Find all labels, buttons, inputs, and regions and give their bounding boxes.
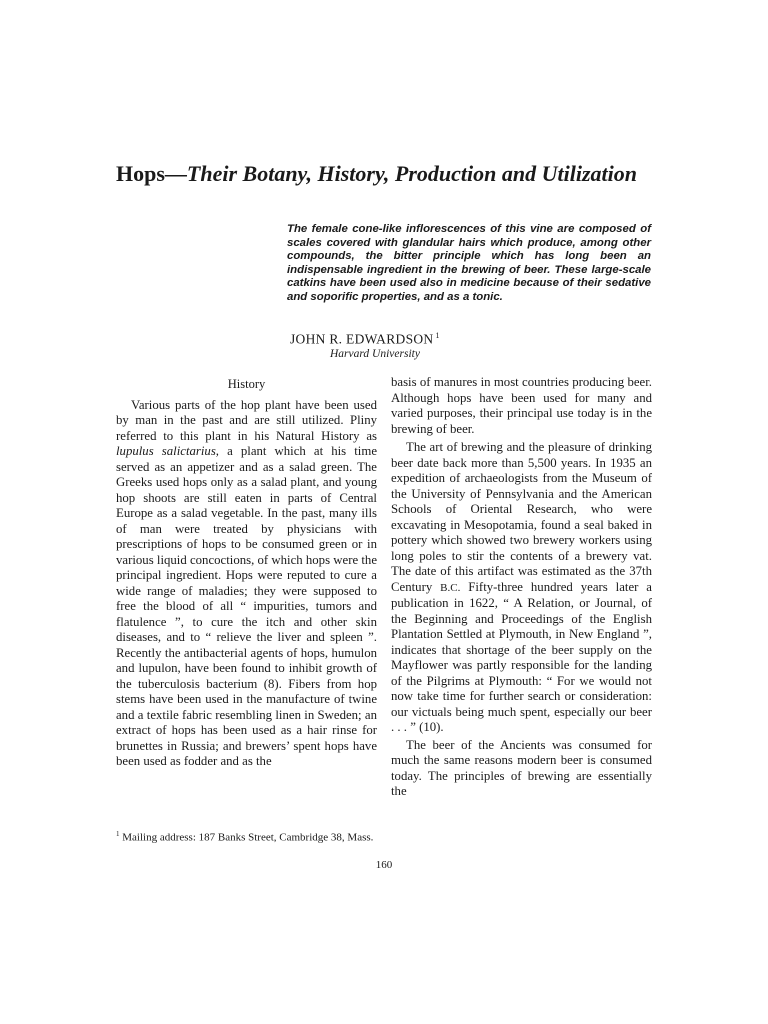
footnote-mark: 1 [116, 830, 120, 838]
era-abbrev: B.C. [440, 581, 461, 594]
paragraph-text: a plant which at his time served as an appetizer and as a salad green. The Greeks used hops only as a salad plant, and young hop shoots are still eaten in parts of Central Europe as a salad vegetable. In the past, many ills of man were treated by physicians with prescriptions of hops to be consumed green or in various liquid concoctions, of which hops were the principal ingredient. Hops were reputed to cure a wide range of maladies; they were supposed to free the blood of all “ impurities, tumors and flatulence ”, to cure the itch and other skin diseases, and to “ relieve the liver and spleen ”. Recently the antibacterial agents of hops, humulon and lupulon, have been found to inhibit growth of the tuberculosis bacterium (8). Fibers from hop stems have been used in the manufacture of twine and a textile fabric resembling linen in Sweden; an extract of hops has been used as a hair rinse for brunettes in Russia; and brewers’ spent hops have been used as fodder and as the [116, 444, 377, 768]
paragraph: The beer of the Ancients was consumed for much the same reasons modern beer is consumed today. The principles of brewing are essentially the [391, 737, 652, 798]
latin-name: lupulus salictarius, [116, 444, 220, 458]
title-rest: Their Botany, History, Production and Utilization [186, 161, 637, 186]
right-column [391, 375, 652, 800]
article-title [116, 160, 656, 188]
author-affiliation: Harvard University [330, 348, 420, 360]
paragraph-text: Various parts of the hop plant have been used by man in the past and are still utilized. Pliny referred to this plant in his Natural History as [116, 397, 377, 443]
paragraph-text: The art of brewing and the pleasure of drinking beer date back more than 5,500 years. In 1935 an expedition of archaeologists from the Museum of the University of Pennsylvania and the American Schools of Oriental Research, who were excavating in Mesopotamia, found a seal baked in pottery which showed two brewery workers using long poles to stir the contents of a brewery vat. The date of this artifact was estimated as the 37th Century [391, 440, 652, 594]
paragraph [116, 398, 377, 770]
author-footnote-mark: 1 [435, 331, 440, 340]
paragraph [391, 440, 652, 736]
paragraph: basis of manures in most countries producing beer. Although hops have been used for many and varied purposes, their principal use today is in the brewing of beer. [391, 375, 652, 436]
footnote-text: Mailing address: 187 Banks Street, Cambridge 38, Mass. [119, 831, 374, 844]
title-lead: Hops— [116, 161, 187, 186]
author-name: JOHN R. EDWARDSON [290, 331, 434, 347]
section-heading-history: History [227, 377, 266, 391]
abstract: The female cone-like inflorescences of this vine are composed of scales covered with glandular hairs which produce, among other compounds, the bitter principle which has long been an indispensable ingredient in the brewing of beer. These large-scale catkins have been used also in medicine because of their sedative and soporific properties, and as a tonic. [287, 223, 651, 303]
author-line [290, 331, 440, 348]
footnote [116, 828, 377, 845]
page-number: 160 [375, 859, 393, 871]
paragraph-text: Fifty-three hundred years later a publication in 1622, “ A Relation, or Journal, of the Beginning and Proceedings of the English Plantation Settled at Plymouth, in New England ”, indicates that shortage of the beer supply on the Mayflower was partly responsible for the landing of the Pilgrims at Plymouth: “ For we would not now take time for further search or consideration: our victuals being much spent, especially our beer . . . ” (10). [391, 579, 652, 734]
left-column [116, 376, 377, 770]
